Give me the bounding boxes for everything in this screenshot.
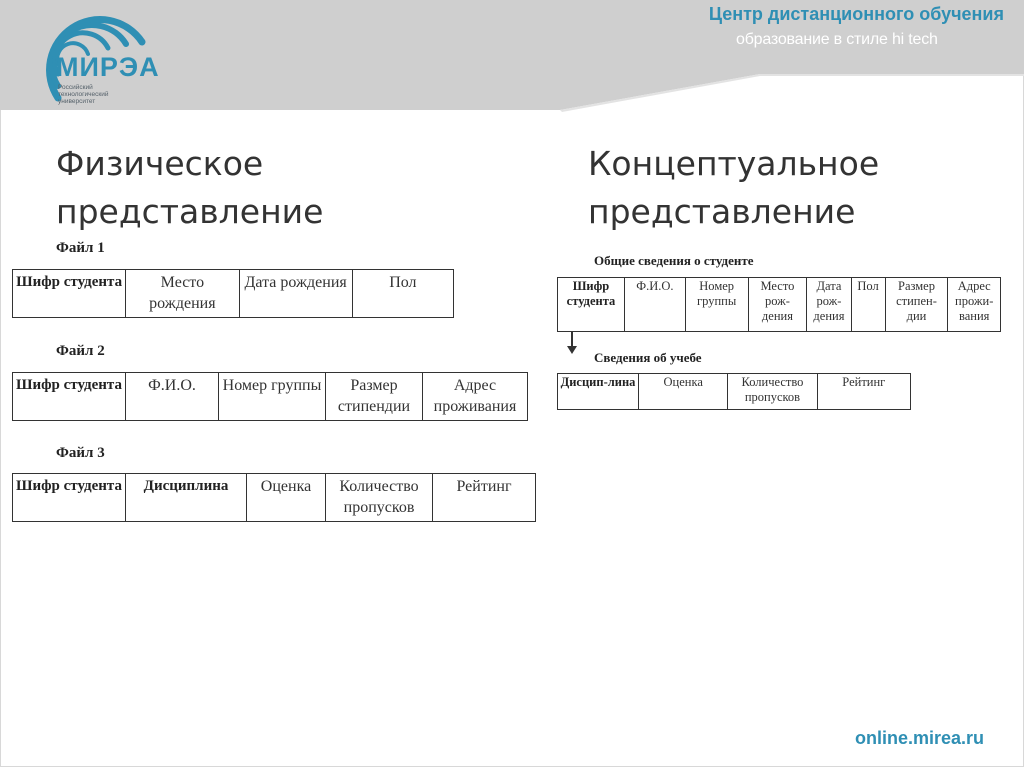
file-3-cell: Шифр студента (13, 474, 126, 522)
file-2-cell: Ф.И.О. (126, 373, 219, 421)
general-info-cell: Размер стипен-дии (885, 278, 948, 332)
file-1-cell: Шифр студента (13, 270, 126, 318)
arrow-down-icon (567, 346, 577, 354)
file-3-cell: Рейтинг (433, 474, 536, 522)
file-3-table (12, 473, 536, 522)
study-info-cell: Рейтинг (817, 374, 910, 410)
study-info-cell: Дисцип-лина (558, 374, 639, 410)
study-info-label: Сведения об учебе (594, 350, 702, 365)
general-info-cell: Пол (851, 278, 885, 332)
file-3-cell: Количество пропусков (326, 474, 433, 522)
file-3-cell: Оценка (247, 474, 326, 522)
file-1-label: Файл 1 (56, 240, 105, 256)
logo-subtitle: Российский технологический университет (58, 84, 109, 105)
file-2-cell: Размер стипендии (326, 373, 423, 421)
footer-url: online.mirea.ru (855, 728, 985, 748)
file-2-label: Файл 2 (56, 343, 105, 359)
file-1-table (12, 269, 454, 318)
general-info-table (557, 277, 1001, 332)
file-3-cell: Дисциплина (126, 474, 247, 522)
file-2-cell: Адрес проживания (423, 373, 528, 421)
file-1-cell: Дата рождения (239, 270, 352, 318)
general-info-cell: Номер группы (685, 278, 748, 332)
center-subtitle: образование в стиле hi tech (736, 31, 938, 48)
physical-title: Физическое представление (56, 144, 324, 231)
file-1-cell: Пол (352, 270, 453, 318)
file-3-label: Файл 3 (56, 445, 105, 461)
file-2-table (12, 372, 528, 421)
general-info-label: Общие сведения о студенте (594, 253, 754, 268)
study-info-cell: Оценка (639, 374, 728, 410)
mirea-logo (2, 2, 172, 110)
general-info-cell: Дата рож-дения (807, 278, 851, 332)
general-info-cell: Место рож-дения (748, 278, 807, 332)
conceptual-title: Концептуальное представление (588, 144, 880, 231)
file-2-cell: Номер группы (219, 373, 326, 421)
study-info-table (557, 373, 911, 410)
logo-name: МИРЭА (56, 52, 160, 82)
center-title: Центр дистанционного обучения (708, 4, 1004, 24)
general-info-cell: Адрес прожи-вания (948, 278, 1001, 332)
file-1-cell: Место рождения (126, 270, 239, 318)
file-2-cell: Шифр студента (13, 373, 126, 421)
general-info-cell: Шифр студента (558, 278, 625, 332)
study-info-cell: Количество пропусков (728, 374, 817, 410)
general-info-cell: Ф.И.О. (624, 278, 685, 332)
